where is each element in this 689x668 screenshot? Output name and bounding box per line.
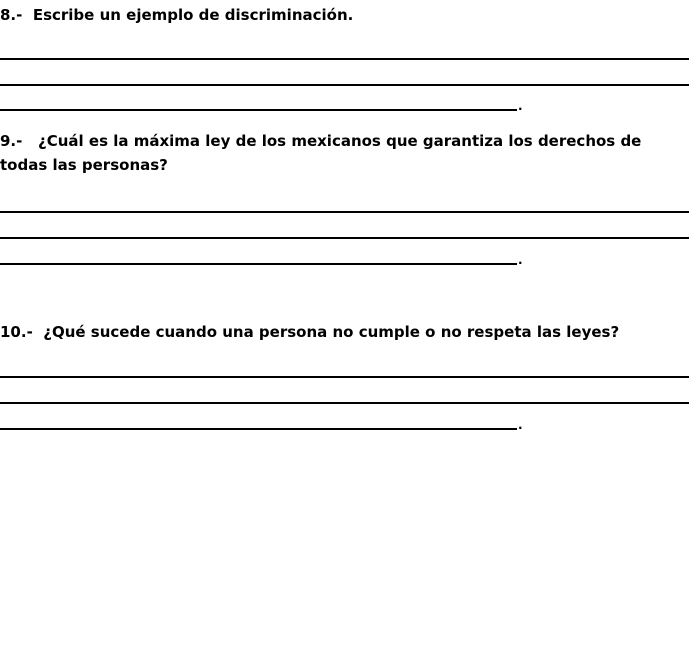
question-9-text: ¿Cuál es la máxima ley de los mexicanos que garantiza los derechos de todas las personas? (0, 132, 647, 174)
question-8-text: Escribe un ejemplo de discriminación. (32, 6, 354, 24)
line-end-dot-8: . (518, 99, 523, 113)
answer-line-8-1[interactable] (0, 58, 689, 60)
question-8-number: 8.- (0, 6, 23, 24)
question-9-number: 9.- (0, 132, 23, 150)
question-10-text: ¿Qué sucede cuando una persona no cumple o no respeta las leyes? (43, 323, 620, 341)
answer-line-9-1[interactable] (0, 211, 689, 213)
line-end-dot-9: . (518, 253, 523, 267)
answer-line-10-3[interactable] (0, 428, 517, 430)
answer-line-8-2[interactable] (0, 84, 689, 86)
question-10-number: 10.- (0, 323, 33, 341)
answer-line-10-1[interactable] (0, 376, 689, 378)
question-8 (0, 3, 353, 27)
answer-line-8-3[interactable] (0, 109, 517, 111)
question-10 (0, 320, 619, 344)
line-end-dot-10: . (518, 418, 523, 432)
answer-line-9-3[interactable] (0, 263, 517, 265)
answer-line-9-2[interactable] (0, 237, 689, 239)
answer-line-10-2[interactable] (0, 402, 689, 404)
question-9 (0, 129, 689, 177)
